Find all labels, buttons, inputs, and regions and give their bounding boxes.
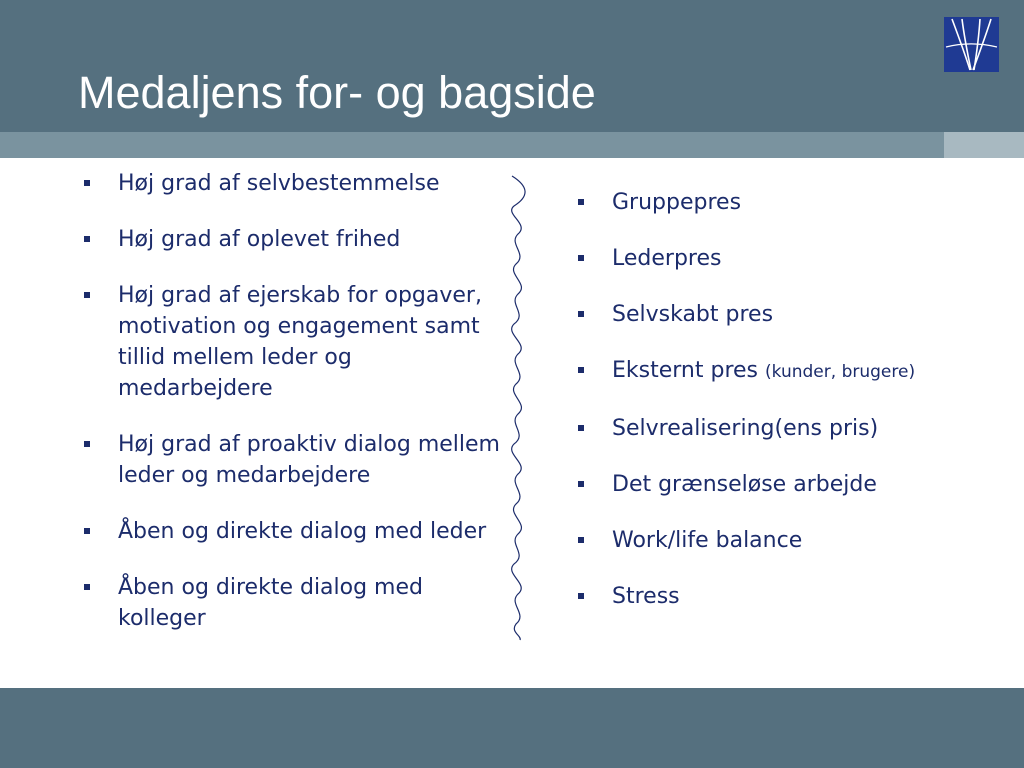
list-item: [80, 224, 500, 255]
list-item: [80, 572, 500, 634]
list-item: [574, 413, 1014, 444]
square-bullet-icon: [84, 528, 90, 534]
square-bullet-icon: [578, 199, 584, 205]
list-item-text: Eksternt pres: [612, 358, 759, 383]
square-bullet-icon: [84, 180, 90, 186]
list-item: [80, 516, 500, 547]
list-item-text: Det grænseløse arbejde: [612, 472, 877, 497]
list-item: [574, 243, 1014, 274]
square-bullet-icon: [578, 425, 584, 431]
square-bullet-icon: [578, 311, 584, 317]
slide-title: Medaljens for- og bagside: [78, 67, 596, 118]
list-item-text: Høj grad af oplevet frihed: [118, 227, 401, 252]
header-accent-band: [0, 132, 944, 158]
left-bullet-list: [80, 168, 500, 659]
list-item-text: Work/life balance: [612, 528, 803, 553]
square-bullet-icon: [578, 367, 584, 373]
square-bullet-icon: [84, 292, 90, 298]
right-bullet-list: [574, 187, 1014, 637]
list-item: [574, 299, 1014, 330]
square-bullet-icon: [578, 593, 584, 599]
list-item-text: Åben og direkte dialog med leder: [118, 519, 487, 544]
list-item: [574, 355, 1014, 388]
square-bullet-icon: [578, 537, 584, 543]
square-bullet-icon: [84, 441, 90, 447]
header-accent-band-right: [944, 132, 1024, 158]
list-item: [80, 429, 500, 491]
square-bullet-icon: [84, 584, 90, 590]
list-item-text: Lederpres: [612, 246, 722, 271]
list-item-text: Høj grad af proaktiv dialog mellem leder og medarbejdere: [118, 432, 500, 488]
square-bullet-icon: [578, 481, 584, 487]
square-bullet-icon: [84, 236, 90, 242]
list-item-text: Høj grad af selvbestemmelse: [118, 171, 440, 196]
list-item-text: Stress: [612, 584, 680, 609]
footer-band: [0, 688, 1024, 768]
wavy-divider-icon: [500, 172, 540, 644]
list-item-text: Høj grad af ejerskab for opgaver, motivation og engagement samt tillid mellem leder og medarbejdere: [118, 283, 482, 401]
list-item-note: (kunder, brugere): [765, 362, 916, 382]
list-item: [574, 469, 1014, 500]
list-item: [80, 168, 500, 199]
square-bullet-icon: [578, 255, 584, 261]
list-item-text: Selvskabt pres: [612, 302, 774, 327]
list-item-text: Åben og direkte dialog med kolleger: [118, 575, 423, 631]
list-item: [574, 187, 1014, 218]
list-item-text: Selvrealisering(ens pris): [612, 416, 879, 441]
list-item: [574, 525, 1014, 556]
university-logo-icon: [944, 17, 999, 72]
list-item: [80, 280, 500, 404]
list-item: [574, 581, 1014, 612]
list-item-text: Gruppepres: [612, 190, 742, 215]
